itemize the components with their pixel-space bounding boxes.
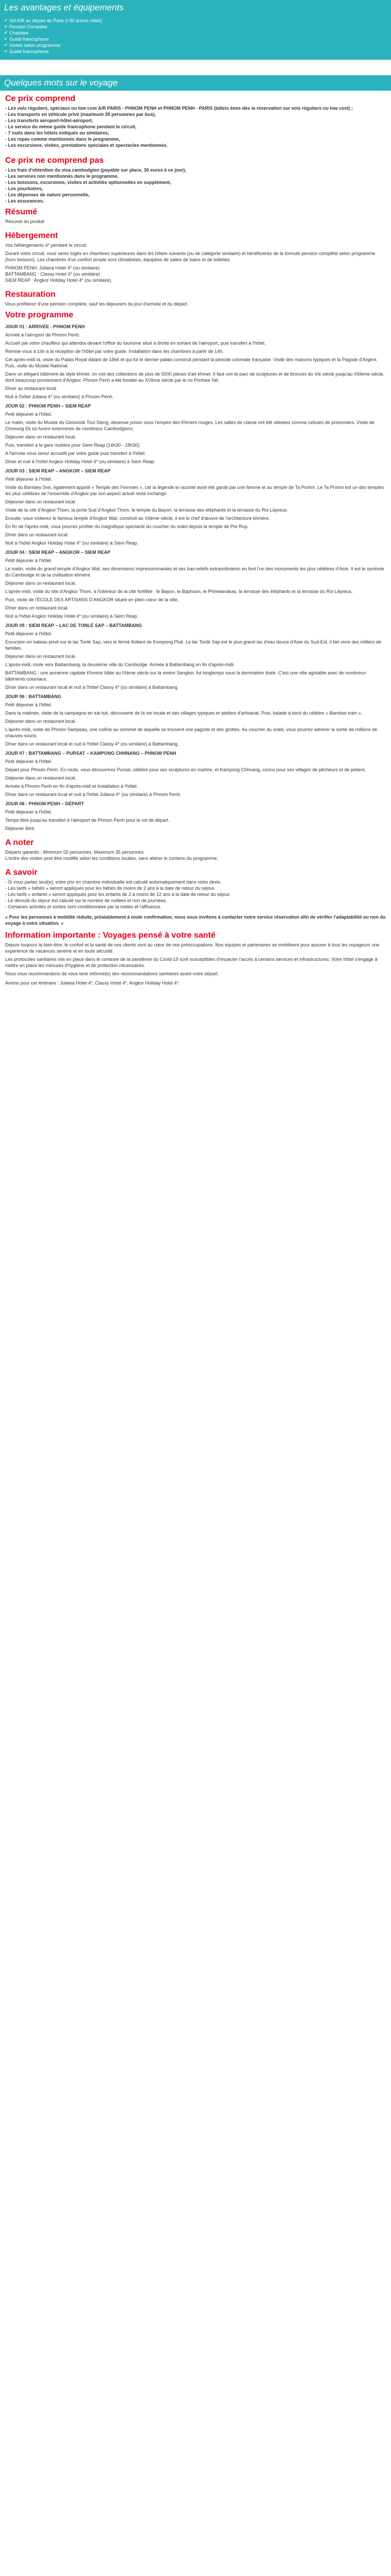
day-title: JOUR 02 : PHNOM PENH – SIEM REAP	[5, 403, 91, 409]
paragraph: Petit déjeuner à l'hôtel.	[5, 759, 53, 764]
paragraph: Remise vous à 14h à la réception de l'hôtel par votre guide. Installation dans les chambres à partir de 14h.	[5, 349, 224, 354]
section-heading: Résumé	[5, 208, 38, 216]
paragraph: Dans la matinée, visite de la campagne en tuk-tuk, découverte de la vie locale et des villages typiques et ateliers d'artisanat. Puis, balade à bord du célèbre « Bamboo train ».	[5, 710, 363, 716]
paragraph: Les protocoles sanitaires mis en place dans le contexte de la pandémie du Covid-19 sont susceptibles d'impacter l'accès à certains services et infrastructures. Votre hôtel s'engage à mettre en place les mesures d'hygiène et de protection nécessaires.	[5, 957, 378, 968]
day-title: JOUR 03 : SIEM REAP – ANGKOR – SIEM REAP	[5, 468, 111, 473]
section-heading: Information importante : Voyages pensé à votre santé	[5, 931, 216, 940]
to-know-list	[5, 879, 386, 910]
section-heading: A noter	[5, 838, 34, 847]
paragraph: Visite de la cité d'Angkor Thom, la porte Sud d'Angkor Thom, le temple du Bayon, la terrasse des éléphants et la terrasse du Roi Lépreux.	[5, 507, 288, 513]
list-item: L'ordre des visites peut être modifié selon les conditions locales, sans altérer le contenu du programme.	[5, 856, 218, 861]
advantages-box	[0, 15, 391, 60]
day-title: JOUR 01 : ARRIVÉE - PHNOM PENH	[5, 324, 85, 329]
paragraph: Puis, transfert à la gare routière pour Siem Reap (14h30 - 18h30).	[5, 443, 141, 448]
section-heading: Votre programme	[5, 311, 74, 319]
paragraph: Le matin, visite du Musée du Génocide Toul Sleng, devenue prison sous l'empire des Khmers rouges. Les salles de classe ont été utilisées comme cellules de prisonniers. Visite de Choeung Ek où furent exterminés de nombreux Cambodgiens.	[5, 420, 374, 431]
paragraph: Dîner dans un restaurant local et nuit à l'hôtel Juliana 4* (ou similaire) à Phnom Penh.	[5, 792, 182, 797]
day-block	[5, 549, 386, 619]
check-icon: ✔	[4, 24, 8, 29]
paragraph: Nuit à l'hôtel Juliana 4* (ou similaire) à Phnom Penh.	[5, 394, 113, 399]
list-item: - Certaines activités et sorties sont conditionnées par la météo et l'affluence.	[5, 904, 162, 909]
list-item: - Les assurances.	[5, 198, 44, 204]
paragraph: Nous vous recommandons de vous tenir informé(e) des recommandations sanitaires avant votre départ.	[5, 971, 219, 976]
lodging-text	[5, 242, 386, 283]
list-item: - Le déroulé du séjour est calculé sur le nombre de nuitées et non de journées.	[5, 898, 167, 903]
day-block	[5, 324, 386, 400]
section-heading: A savoir	[5, 868, 38, 877]
day-block	[5, 693, 386, 747]
day-block	[5, 403, 386, 465]
trip-title: Quelques mots sur le voyage	[4, 78, 118, 88]
paragraph: Déjeuner libre.	[5, 826, 36, 831]
list-item: - Si vous partez seul(e), votre prix en chambre individuelle est calculé automatiquement dans votre devis.	[5, 879, 222, 885]
list-item	[4, 42, 387, 48]
paragraph: Départ pour Phnom Penh. En route, vous découvrirez Pursat, célèbre pour ses sculptures en marbre, et Kampong Chhnang, connu pour ses villages de pêcheurs et de potiers.	[5, 767, 366, 772]
paragraph: Déjeuner dans un restaurant local.	[5, 775, 76, 781]
summary-text: Résumé du produit	[5, 219, 45, 224]
paragraph: L'après-midi, visite de Phnom Sampeau, une colline au sommet de laquelle se trouvent une pagode et des grottes. Au coucher du soleil, vous pourrez admirer la sortie de millions de chauves-souris.	[5, 727, 378, 738]
paragraph: Depuis toujours la bien-être, le confort et la santé de nos clients sont au cœur de nos préoccupations. Nos équipes et partenaires se mobilisent pour assurer à tous les voyageurs une expérience de vacances sereine et en toute sécurité.	[5, 942, 380, 954]
footer-text: Avions pour cet itinéraire : Juliana Hotel 4*, Classy Hotel 4*, Angkor Holiday Hotel 4*.	[5, 980, 180, 986]
paragraph: Visite du Bantaey Srei, également appelé « Temple des Femmes », car la légende le raconte avoir été gardé par une femme et au temple de Ta Prohm. Le Ta Prohm est un des temples les plus célèbres de l'ensemble d'Angkor par son aspect actuel resté inchangé.	[5, 485, 384, 496]
paragraph: Déjeuner dans un restaurant local.	[5, 654, 76, 659]
paragraph: Petit déjeuner à l'hôtel.	[5, 558, 53, 563]
advantage-label: Vol A/R au départ de Paris (+30 autres villes)	[9, 18, 102, 23]
paragraph: Petit déjeuner à l'hôtel.	[5, 412, 53, 417]
hotel-line: BATTAMBANG : Classy Hotel 4* (ou similaire)	[5, 272, 100, 277]
section-heading: Restauration	[5, 290, 56, 299]
list-item: - Les transports en véhicule privé (maximum 35 personnes par bus),	[5, 112, 156, 117]
advantage-label: Pension Complète	[9, 24, 47, 29]
check-icon: ✔	[4, 18, 8, 23]
paragraph: L'après-midi, route vers Battambang, la deuxième ville du Cambodge. Arrivée à Battambang en fin d'après-midi.	[5, 662, 235, 667]
trip-content	[0, 94, 391, 986]
list-item: - 7 nuits dans les hôtels indiqués ou similaires,	[5, 130, 109, 135]
paragraph: Arrivée à l'aéroport de Phnom Penh.	[5, 332, 80, 337]
day-title: JOUR 06 : BATTAMBANG	[5, 694, 61, 699]
list-item: - Le service du même guide francophone pendant le circuit,	[5, 124, 137, 129]
paragraph: En fin de l'après-midi, vous pourrez profiter du magnifique spectacle du coucher du soleil depuis le temple de Pre Rup.	[5, 524, 249, 529]
list-item	[4, 30, 387, 36]
list-item: - Les tarifs « bébés » seront appliqués pour les bébés de moins de 2 ans à la date de retour du séjour.	[5, 886, 216, 891]
price-excluded-list	[5, 167, 386, 204]
paragraph: Puis, visite de l'ÉCOLE DES ARTISANS D'ANGKOR située en plein cœur de la ville.	[5, 597, 179, 602]
day-title: JOUR 04 : SIEM REAP – ANGKOR – SIEM REAP	[5, 550, 111, 555]
list-item: Départs garantis ; Minimum 02 personnes, Maximum 35 personnes.	[5, 850, 145, 855]
check-icon: ✔	[4, 30, 8, 35]
paragraph: Ensuite, vous visiterez le fameux temple d'Angkor Wat, construit au XIIème siècle, il est le chef d'œuvre de l'architecture khmère.	[5, 516, 270, 521]
paragraph: Déjeuner dans un restaurant local.	[5, 499, 76, 504]
advantage-label: Guide francophone	[9, 49, 49, 54]
paragraph: Dîner dans un restaurant local et nuit à l'hôtel Classy 4* (ou similaire) à Battambang.	[5, 741, 179, 747]
section-heading: Ce prix ne comprend pas	[5, 156, 104, 165]
list-item: - Les vols réguliers, spéciaux ou low cost A/R PARIS - PHNOM PENH et PHNOM PENH - PARIS (billets émis dès la réservation sur vols réguliers ou low cost) ;	[5, 106, 353, 111]
day-title: JOUR 08 : PHNOM PENH – DÉPART	[5, 801, 84, 806]
day-block	[5, 750, 386, 798]
check-icon: ✔	[4, 43, 8, 47]
advantage-label: Visites selon programme	[9, 43, 60, 48]
advantage-label: Chambre	[9, 30, 29, 36]
trip-header	[0, 75, 391, 91]
paragraph: Temps libre jusqu'au transfert à l'aéroport de Phnom Penh pour le vol de départ.	[5, 818, 170, 823]
list-item: - Les dépenses de nature personnelle,	[5, 192, 90, 197]
paragraph: Petit déjeuner à l'hôtel.	[5, 702, 53, 707]
list-item: - Les frais d'obtention du visa cambodgien (payable sur place, 30 euros à ce jour),	[5, 167, 186, 173]
paragraph: Le matin, visite du grand temple d'Angkor Wat, ses dimensions impressionnantes et ses bas-reliefs extraordinaires en font l'un des monuments les plus célèbres d'Asie. Il est le symbole du Cambodge et de la civilisation khmère.	[5, 566, 384, 578]
advantages-title: Les avantages et équipements	[4, 3, 124, 12]
section-heading: Hébergement	[5, 231, 58, 240]
paragraph: Dîner dans un restaurant local.	[5, 605, 69, 611]
advantages-header	[0, 0, 391, 15]
list-item: - Les repas comme mentionnés dans le programme,	[5, 137, 120, 142]
list-item	[4, 24, 387, 30]
paragraph: L'après-midi, visite du site d'Angkor Thom, à l'intérieur de la cité fortifiée : le Bayon, le Baphuon, le Phimeanakas, la terrasse des éléphants et la terrasse du Roi Lépreux.	[5, 589, 353, 594]
list-item: - Les excursions, visites, prestations spéciales et spectacles mentionnés.	[5, 143, 168, 148]
check-icon: ✔	[4, 37, 8, 41]
list-item: - Les transferts aéroport-hôtel-aéroport,	[5, 118, 93, 123]
list-item: - Les boissons, excursions, visites et activités optionnelles en supplément,	[5, 180, 171, 185]
paragraph: BATTAMBANG : une ancienne capitale Khmère bâtie au IXème siècle sur la rivière Sangker, fut longtemps sous la domination thaïe. C'est une ville agréable avec de nombreux bâtiments coloniaux.	[5, 670, 366, 682]
day-block	[5, 468, 386, 546]
paragraph: Dîner et nuit à l'hôtel Angkor Holiday Hotel 4* (ou similaire) à Siem Reap.	[5, 459, 155, 464]
paragraph: Dîner dans un restaurant local.	[5, 532, 69, 537]
price-included-list	[5, 105, 386, 148]
paragraph: Cet après-midi là, visite du Palais Royal datant de 1866 et qui fut le dernier palais construit pendant la période coloniale française. Visite des maisons typiques et la Pagode d'Argent. Puis, visite du Musée National.	[5, 357, 378, 368]
paragraph: Durant votre circuit, vous serez logés en chambres supérieures dans les hôtels suivants (ou de catégorie similaire) et bénéficierez de la formule pension complète selon programme (hors boisson). Les chambres d'un confort simple sont climatisées, équipées de salles de bains et de toilettes.	[5, 251, 376, 262]
list-item	[4, 18, 387, 24]
paragraph: Arrivée à Phnom Penh en fin d'après-midi et installation à l'hôtel.	[5, 784, 138, 789]
day-block	[5, 801, 386, 832]
list-item: - Les pourboires,	[5, 186, 43, 191]
paragraph: Vos hébergements 4* pendant le circuit.	[5, 243, 88, 248]
paragraph: Petit déjeuner à l'hôtel.	[5, 631, 53, 636]
advantage-label: Guide francophone	[9, 37, 49, 42]
catering-text: Vous profiterez d'une pension complète, sauf les déjeuners du jour d'arrivée et du départ.	[5, 301, 189, 307]
paragraph: Petit déjeuner à l'hôtel.	[5, 477, 53, 482]
paragraph: Dîner dans un restaurant local et nuit à l'hôtel Classy 4* (ou similaire) à Battambang.	[5, 685, 179, 690]
health-text	[5, 942, 386, 977]
list-item: - Les services non mentionnés dans le programme,	[5, 174, 119, 179]
paragraph: Excursion en bateau privé sur le lac Tonlé Sap, vers le fermé flottant de Kompong Pluk. Le lac Tonlé Sap est le plus grand lac d'eau douce d'Asie du Sud-Est, il fait vivre des milliers de familles.	[5, 639, 382, 651]
note-list	[5, 849, 386, 861]
hotel-line: SIEM REAP : Angkor Holiday Hotel 4* (ou similaire)	[5, 278, 111, 283]
check-icon: ✔	[4, 49, 8, 54]
paragraph: Dans un élégant bâtiment de style khmer, on voit des collections de plus de 5000 pièces d'art khmer. Il faut voir le parc de sculptures et de bronzes du Vie siècle jusqu'au XIIIème siècle, dont beaucoup proviennent d'Angkor. Phnom Penh a été fondée au XVème siècle par le roi Ponhea Yat.	[5, 371, 385, 383]
section-heading: Ce prix comprend	[5, 94, 76, 103]
paragraph: Déjeuner dans un restaurant local.	[5, 581, 76, 586]
list-item	[4, 36, 387, 42]
paragraph: Dîner au restaurant local.	[5, 386, 58, 391]
paragraph: Déjeuner dans un restaurant local.	[5, 719, 76, 724]
day-title: JOUR 07 : BATTAMBANG – PURSAT – KAMPONG CHHNANG – PHNOM PENH	[5, 751, 176, 756]
paragraph: Nuit à l'hôtel Angkor Holiday Hotel 4* (ou similaire) à Siem Reap.	[5, 614, 138, 619]
list-item: - Les tarifs « enfants » seront appliqués pour les enfants de 2 à moins de 12 ans à la date de retour du séjour.	[5, 892, 231, 897]
day-title: JOUR 05 : SIEM REAP – LAC DE TONLÉ SAP – BATTAMBANG	[5, 623, 142, 628]
hotel-line: PHNOM PENH: Juliana Hotel 4* (ou similaire)	[5, 265, 100, 270]
paragraph: Petit déjeuner à l'hôtel.	[5, 809, 53, 815]
accessibility-note: « Pour les personnes à mobilité réduite, préalablement à toute confirmation, nous vous invitons à contacter notre service réservation afin de vérifier l'adaptabilité ou non du voyage à votre situation. »	[5, 914, 386, 926]
list-item	[4, 48, 387, 55]
day-block	[5, 622, 386, 690]
advantages-list	[4, 18, 387, 55]
paragraph: Déjeuner dans un restaurant local.	[5, 434, 76, 439]
paragraph: Accueil par votre chauffeur qui attendra devant l'office du tourisme situé à droite en sortant de l'aéroport, puis transfert à l'hôtel.	[5, 341, 266, 346]
paragraph: A l'arrivée vous serez accueilli par votre guide puis transfert à l'hôtel.	[5, 451, 146, 456]
paragraph: Nuit à l'hôtel Angkor Holiday Hotel 4* (ou similaire) à Siem Reap.	[5, 540, 138, 546]
